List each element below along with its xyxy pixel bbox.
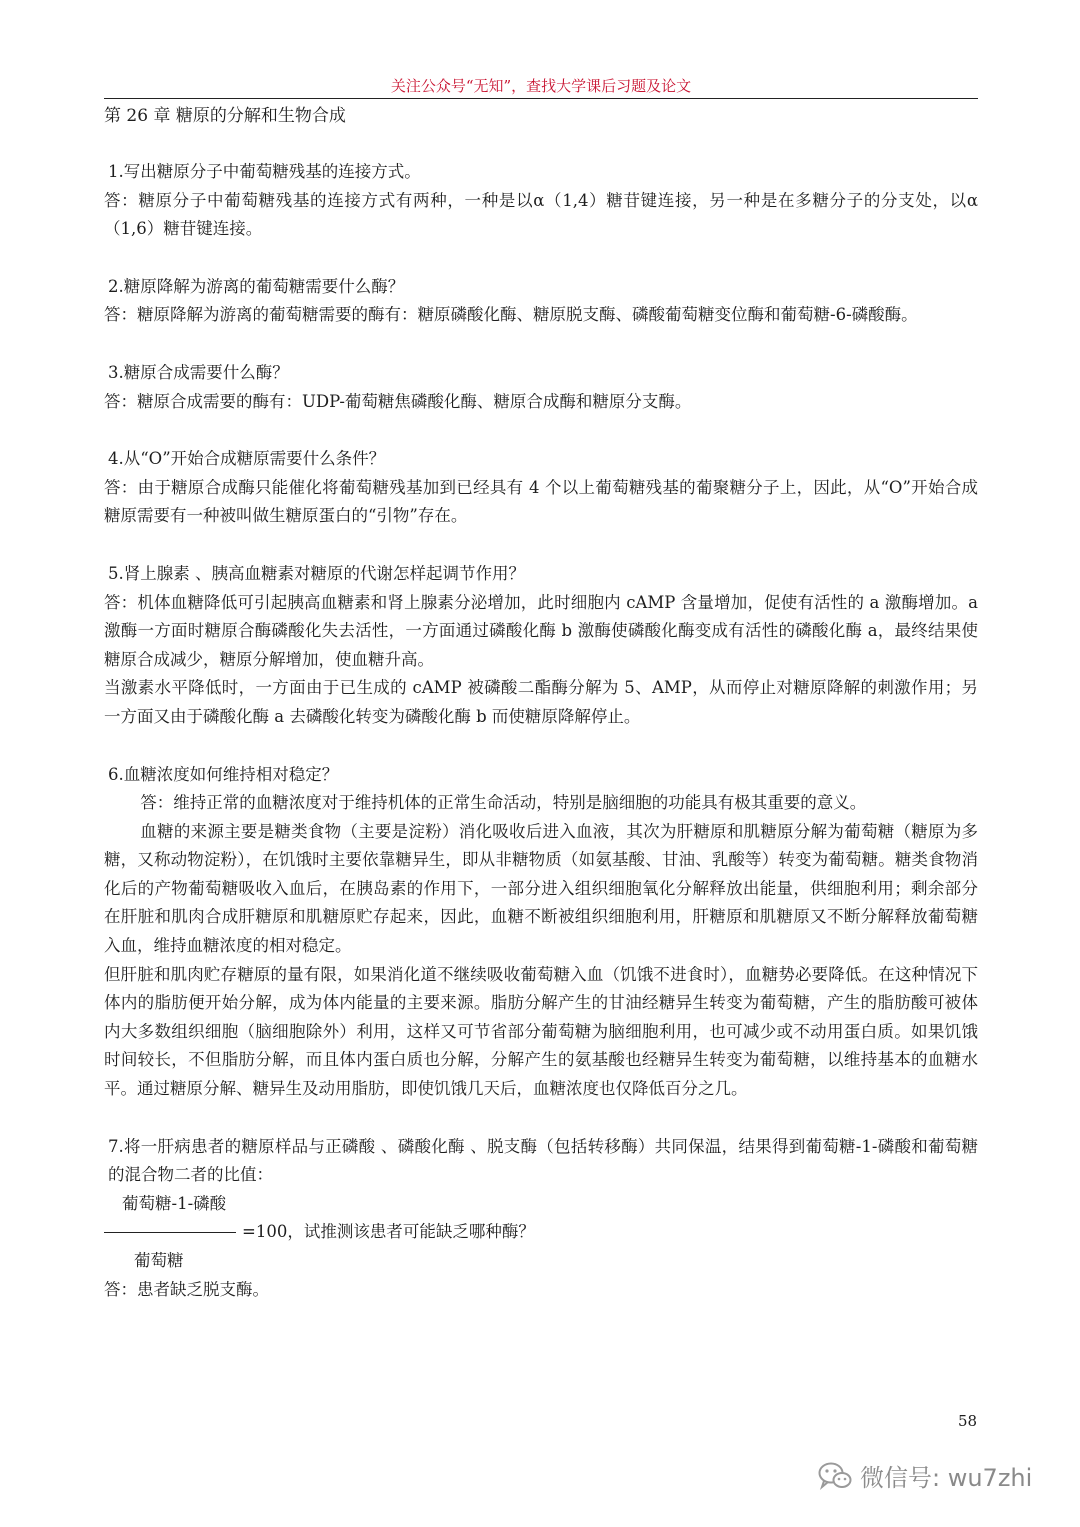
answer-4: 答：由于糖原合成酶只能催化将葡萄糖残基加到已经具有 4 个以上葡萄糖残基的葡聚糖分子上，因此，从“O”开始合成糖原需要有一种被叫做生糖原蛋白的“引物”存在。 — [104, 477, 978, 526]
question-2: 2.糖原降解为游离的葡萄糖需要什么酶？ — [108, 276, 405, 296]
answer-6-paragraph-1: 答：维持正常的血糖浓度对于维持机体的正常生命活动，特别是脑细胞的功能具有极其重要的意义。 — [140, 793, 867, 813]
chapter-title: 第 26 章 糖原的分解和生物合成 — [104, 106, 346, 126]
question-7: 7.将一肝病患者的糖原样品与正磷酸 、磷酸化酶 、脱支酶（包括转移酶）共同保温，结果得到葡萄糖-1-磷酸和葡萄糖的混合物二者的比值： — [108, 1136, 978, 1185]
document-body — [104, 158, 978, 1304]
fraction-numerator: 葡萄糖-1-磷酸 — [122, 1193, 227, 1213]
answer-5-continued: 当激素水平降低时，一方面由于已生成的 cAMP 被磷酸二酯酶分解为 5、AMP，从而停止对糖原降解的刺激作用；另一方面又由于磷酸化酶 a 去磷酸化转变为磷酸化酶 b 而使糖原降解停止。 — [104, 678, 978, 726]
answer-5: 答：机体血糖降低可引起胰高血糖素和肾上腺素分泌增加，此时细胞内 cAMP 含量增加，促使有活性的 a 激酶增加。a 激酶一方面时糖原合酶磷酸化失去活性，一方面通过磷酸化酶 b 激酶使磷酸化酶变成有活性的磷酸化酶 a，最终结果使糖原合成减少，糖原分解增加，使血糖升高。 — [104, 592, 978, 669]
answer-6-paragraph-3: 但肝脏和肌肉贮存糖原的量有限，如果消化道不继续吸收葡萄糖入血（饥饿不进食时），血糖势必要降低。在这种情况下体内的脂肪便开始分解，成为体内能量的主要来源。脂肪分解产生的甘油经糖异生转变为葡萄糖，产生的脂肪酸可被体内大多数组织细胞（脑细胞除外）利用，这样又可节省部分葡萄糖为脑细胞利用，也可减少或不动用蛋白质。如果饥饿时间较长，不但脂肪分解，而且体内蛋白质也分解，分解产生的氨基酸也经糖异生转变为葡萄糖，以维持基本的血糖水平。通过糖原分解、糖异生及动用脂肪，即使饥饿几天后，血糖浓度也仅降低百分之几。 — [104, 964, 978, 1099]
answer-6-paragraph-2: 血糖的来源主要是糖类食物（主要是淀粉）消化吸收后进入血液，其次为肝糖原和肌糖原分解为葡萄糖（糖原为多糖，又称动物淀粉），在饥饿时主要依靠糖异生，即从非糖物质（如氨基酸、甘油、乳酸等）转变为葡萄糖。糖类食物消化后的产物葡萄糖吸收入血后，在胰岛素的作用下，一部分进入组织细胞氧化分解释放出能量，供细胞利用；剩余部分在肝脏和肌肉合成肝糖原和肌糖原贮存起来，因此，血糖不断被组织细胞利用，肝糖原和肌糖原又不断分解释放葡萄糖入血，维持血糖浓度的相对稳定。 — [104, 821, 978, 956]
fraction-bar — [104, 1232, 236, 1233]
page-header: 关注公众号“无知”，查找大学课后习题及论文 — [390, 77, 692, 95]
answer-2: 答：糖原降解为游离的葡萄糖需要的酶有：糖原磷酸化酶、糖原脱支酶、磷酸葡萄糖变位酶和葡萄糖-6-磷酸酶。 — [104, 305, 918, 325]
answer-3: 答：糖原合成需要的酶有：UDP-葡萄糖焦磷酸化酶、糖原合成酶和糖原分支酶。 — [104, 391, 692, 411]
question-6: 6.血糖浓度如何维持相对稳定？ — [108, 764, 339, 784]
answer-1: 答：糖原分子中葡萄糖残基的连接方式有两种，一种是以α（1,4）糖苷键连接，另一种是在多糖分子的分支处，以α（1,6）糖苷键连接。 — [104, 190, 978, 239]
wechat-icon — [818, 1461, 852, 1491]
question-1: 1.写出糖原分子中葡萄糖残基的连接方式。 — [108, 162, 421, 181]
answer-7: 答：患者缺乏脱支酶。 — [104, 1279, 269, 1299]
watermark-text: 微信号: wu7zhi — [860, 1464, 1033, 1492]
header-rule — [104, 98, 978, 99]
watermark — [818, 1458, 1032, 1493]
fraction-denominator: 葡萄糖 — [134, 1251, 184, 1270]
fraction-line — [104, 1218, 978, 1247]
question-4: 4.从“O”开始合成糖原需要什么条件？ — [108, 449, 386, 469]
fraction-ratio-text: =100，试推测该患者可能缺乏哪种酶？ — [242, 1222, 535, 1242]
question-5: 5.肾上腺素 、胰高血糖素对糖原的代谢怎样起调节作用？ — [108, 563, 525, 583]
question-3: 3.糖原合成需要什么酶？ — [108, 362, 289, 382]
page-number: 58 — [958, 1412, 978, 1430]
